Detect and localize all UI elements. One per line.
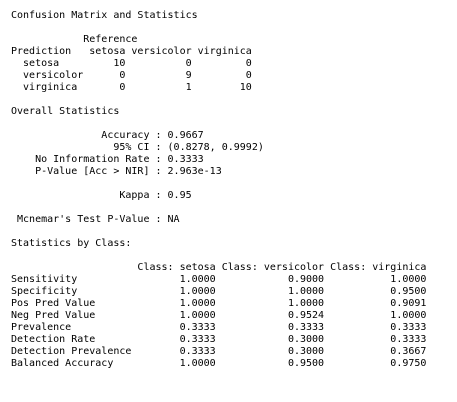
- output-title: Confusion Matrix and Statistics: [11, 10, 198, 21]
- class-table-row-pos-pred-value: Pos Pred Value 1.0000 1.0000 0.9091: [11, 298, 427, 309]
- class-table-row-prevalence: Prevalence 0.3333 0.3333 0.3333: [11, 322, 427, 333]
- stat-accuracy: Accuracy : 0.9667: [11, 130, 204, 141]
- class-table-row-balanced-accuracy: Balanced Accuracy 1.0000 0.9500 0.9750: [11, 358, 427, 369]
- confusion-matrix-row-setosa: setosa 10 0 0: [11, 58, 252, 69]
- class-table-row-specificity: Specificity 1.0000 1.0000 0.9500: [11, 286, 427, 297]
- class-table-header: Class: setosa Class: versicolor Class: virginica: [11, 262, 427, 273]
- stat-confidence-interval: 95% CI : (0.8278, 0.9992): [11, 142, 264, 153]
- confusion-matrix-reference-label: Reference: [11, 34, 138, 45]
- stat-kappa: Kappa : 0.95: [11, 190, 192, 201]
- class-table-row-sensitivity: Sensitivity 1.0000 0.9000 1.0000: [11, 274, 427, 285]
- stat-no-information-rate: No Information Rate : 0.3333: [11, 154, 204, 165]
- class-table-row-neg-pred-value: Neg Pred Value 1.0000 0.9524 1.0000: [11, 310, 427, 321]
- overall-statistics-heading: Overall Statistics: [11, 106, 120, 117]
- confusion-matrix-header: Prediction setosa versicolor virginica: [11, 46, 252, 57]
- confusion-matrix-row-virginica: virginica 0 1 10: [11, 82, 252, 93]
- stat-p-value: P-Value [Acc > NIR] : 2.963e-13: [11, 166, 222, 177]
- class-table-row-detection-rate: Detection Rate 0.3333 0.3000 0.3333: [11, 334, 427, 345]
- class-table-row-detection-prevalence: Detection Prevalence 0.3333 0.3000 0.3667: [11, 346, 427, 357]
- statistics-by-class-heading: Statistics by Class:: [11, 238, 132, 249]
- stat-mcnemar: Mcnemar's Test P-Value : NA: [11, 214, 180, 225]
- confusion-matrix-row-versicolor: versicolor 0 9 0: [11, 70, 252, 81]
